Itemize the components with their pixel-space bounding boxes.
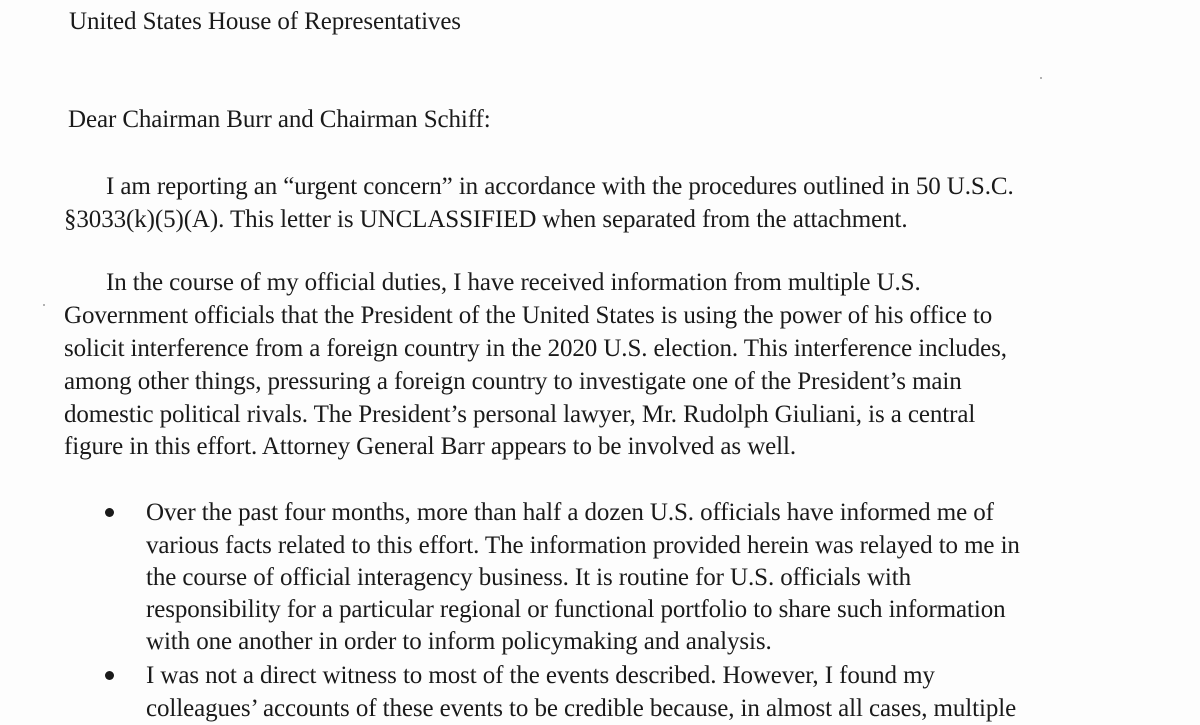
paragraph-1-line-1: I am reporting an “urgent concern” in accordance with the procedures outlined in 50 U.S.C.	[106, 173, 1014, 200]
paragraph-2-line-3: solicit interference from a foreign country in the 2020 U.S. election. This interference includes,	[64, 335, 1007, 362]
salutation: Dear Chairman Burr and Chairman Schiff:	[68, 106, 491, 133]
paragraph-2-line-4: among other things, pressuring a foreign country to investigate one of the President’s main	[64, 368, 962, 395]
bullet-2-line-2: colleagues’ accounts of these events to be credible because, in almost all cases, multiple	[146, 695, 1017, 722]
bullet-1-line-4: responsibility for a particular regional or functional portfolio to share such information	[146, 596, 1006, 623]
paragraph-2-line-6: figure in this effort. Attorney General Barr appears to be involved as well.	[64, 433, 796, 460]
bullet-2-line-1: I was not a direct witness to most of the events described. However, I found my	[146, 662, 935, 689]
bullet-1-line-5: with one another in order to inform policymaking and analysis.	[146, 628, 772, 655]
bullet-dot-2	[105, 671, 114, 680]
bullet-1-line-3: the course of official interagency business. It is routine for U.S. officials with	[146, 564, 911, 591]
paragraph-1-line-2: §3033(k)(5)(A). This letter is UNCLASSIFIED when separated from the attachment.	[64, 206, 908, 233]
cropped-text-fragment	[520, 0, 534, 2]
bullet-dot-1	[105, 508, 114, 517]
scan-speck	[43, 304, 45, 306]
scan-speck	[1040, 77, 1042, 79]
paragraph-2-line-5: domestic political rivals. The President’s personal lawyer, Mr. Rudolph Giuliani, is a central	[64, 401, 976, 428]
address-line: United States House of Representatives	[69, 8, 461, 35]
bullet-1-line-1: Over the past four months, more than half a dozen U.S. officials have informed me of	[146, 499, 994, 526]
paragraph-2-line-1: In the course of my official duties, I have received information from multiple U.S.	[106, 269, 921, 296]
bullet-1-line-2: various facts related to this effort. The information provided herein was relayed to me in	[146, 532, 1020, 559]
paragraph-2-line-2: Government officials that the President of the United States is using the power of his office to	[64, 302, 993, 329]
